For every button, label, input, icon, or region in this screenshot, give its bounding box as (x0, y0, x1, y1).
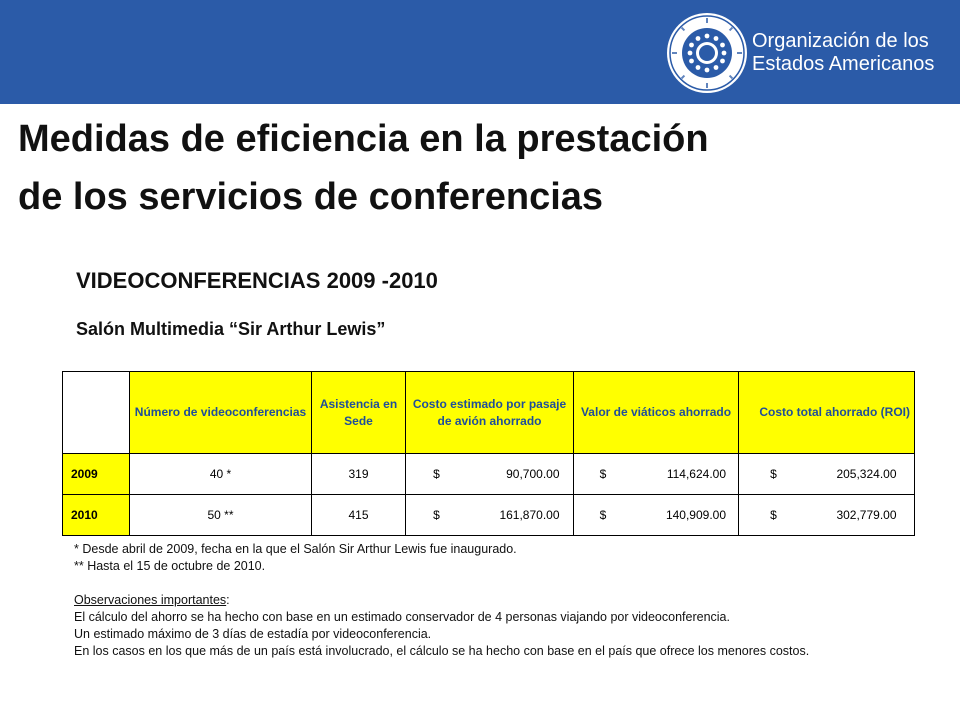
footnote-2: ** Hasta el 15 de octubre de 2010. (74, 559, 266, 573)
observations-heading (74, 592, 934, 609)
observations-title: Observaciones importantes (74, 593, 227, 607)
table-header-row (63, 372, 915, 454)
observations-colon: : (226, 593, 230, 607)
observation-1: El cálculo del ahorro se ha hecho con base en un estimado conservador de 4 personas viajando por videoconferencia. (74, 610, 730, 624)
table-header-blank (63, 372, 130, 454)
cell-viaticos-amount: 140,909.00 (665, 508, 726, 522)
cell-videoconferencias: 50 ** (130, 495, 312, 536)
cell-asistencia: 415 (312, 495, 406, 536)
row-year: 2009 (63, 454, 130, 495)
cell-viaticos (574, 495, 739, 536)
table-row (63, 495, 915, 536)
column-header-viaticos: Valor de viáticos ahorrado (574, 372, 739, 454)
oas-seal-logo (666, 12, 748, 94)
cell-viaticos-amount: 114,624.00 (666, 467, 726, 481)
currency-symbol: $ (599, 508, 607, 522)
currency-symbol: $ (433, 467, 440, 481)
cell-videoconferencias: 40 * (130, 454, 312, 495)
column-header-pasaje: Costo estimado por pasaje de avión ahorrado (406, 372, 574, 454)
cell-total (739, 454, 915, 495)
column-header-total: Costo total ahorrado (ROI) (739, 372, 915, 454)
currency-symbol: $ (770, 467, 777, 481)
footnote-1: * Desde abril de 2009, fecha en la que el Salón Sir Arthur Lewis fue inaugurado. (74, 542, 517, 556)
currency-symbol: $ (433, 508, 440, 522)
cell-total (739, 495, 915, 536)
row-year: 2010 (63, 495, 130, 536)
currency-symbol: $ (599, 467, 607, 481)
column-header-asistencia: Asistencia en Sede (312, 372, 406, 454)
cell-pasaje-amount: 90,700.00 (506, 467, 560, 481)
table-row (63, 454, 915, 495)
observation-2: Un estimado máximo de 3 días de estadía por videoconferencia. (74, 627, 432, 641)
cell-pasaje-amount: 161,870.00 (499, 508, 560, 522)
venue-label: Salón Multimedia “Sir Arthur Lewis” (76, 319, 386, 339)
cell-total-amount: 205,324.00 (836, 467, 897, 481)
cell-viaticos (574, 454, 739, 495)
cell-pasaje (406, 454, 574, 495)
column-header-videoconferencias: Número de videoconferencias (130, 372, 312, 454)
observation-3: En los casos en los que más de un país está involucrado, el cálculo se ha hecho con base en el país que ofrece los menores costos. (74, 644, 810, 658)
page-title: Medidas de eficiencia en la prestación de los servicios de conferencias (18, 118, 709, 218)
currency-symbol: $ (770, 508, 777, 522)
cell-asistencia: 319 (312, 454, 406, 495)
section-subtitle: VIDEOCONFERENCIAS 2009 -2010 (76, 268, 438, 293)
savings-table (62, 371, 915, 536)
notes-section (74, 541, 934, 660)
cell-total-amount: 302,779.00 (836, 508, 897, 522)
organization-name: Organización de los Estados Americanos (752, 30, 935, 75)
header-bar (0, 0, 960, 104)
notes-spacer (74, 575, 934, 592)
cell-pasaje (406, 495, 574, 536)
